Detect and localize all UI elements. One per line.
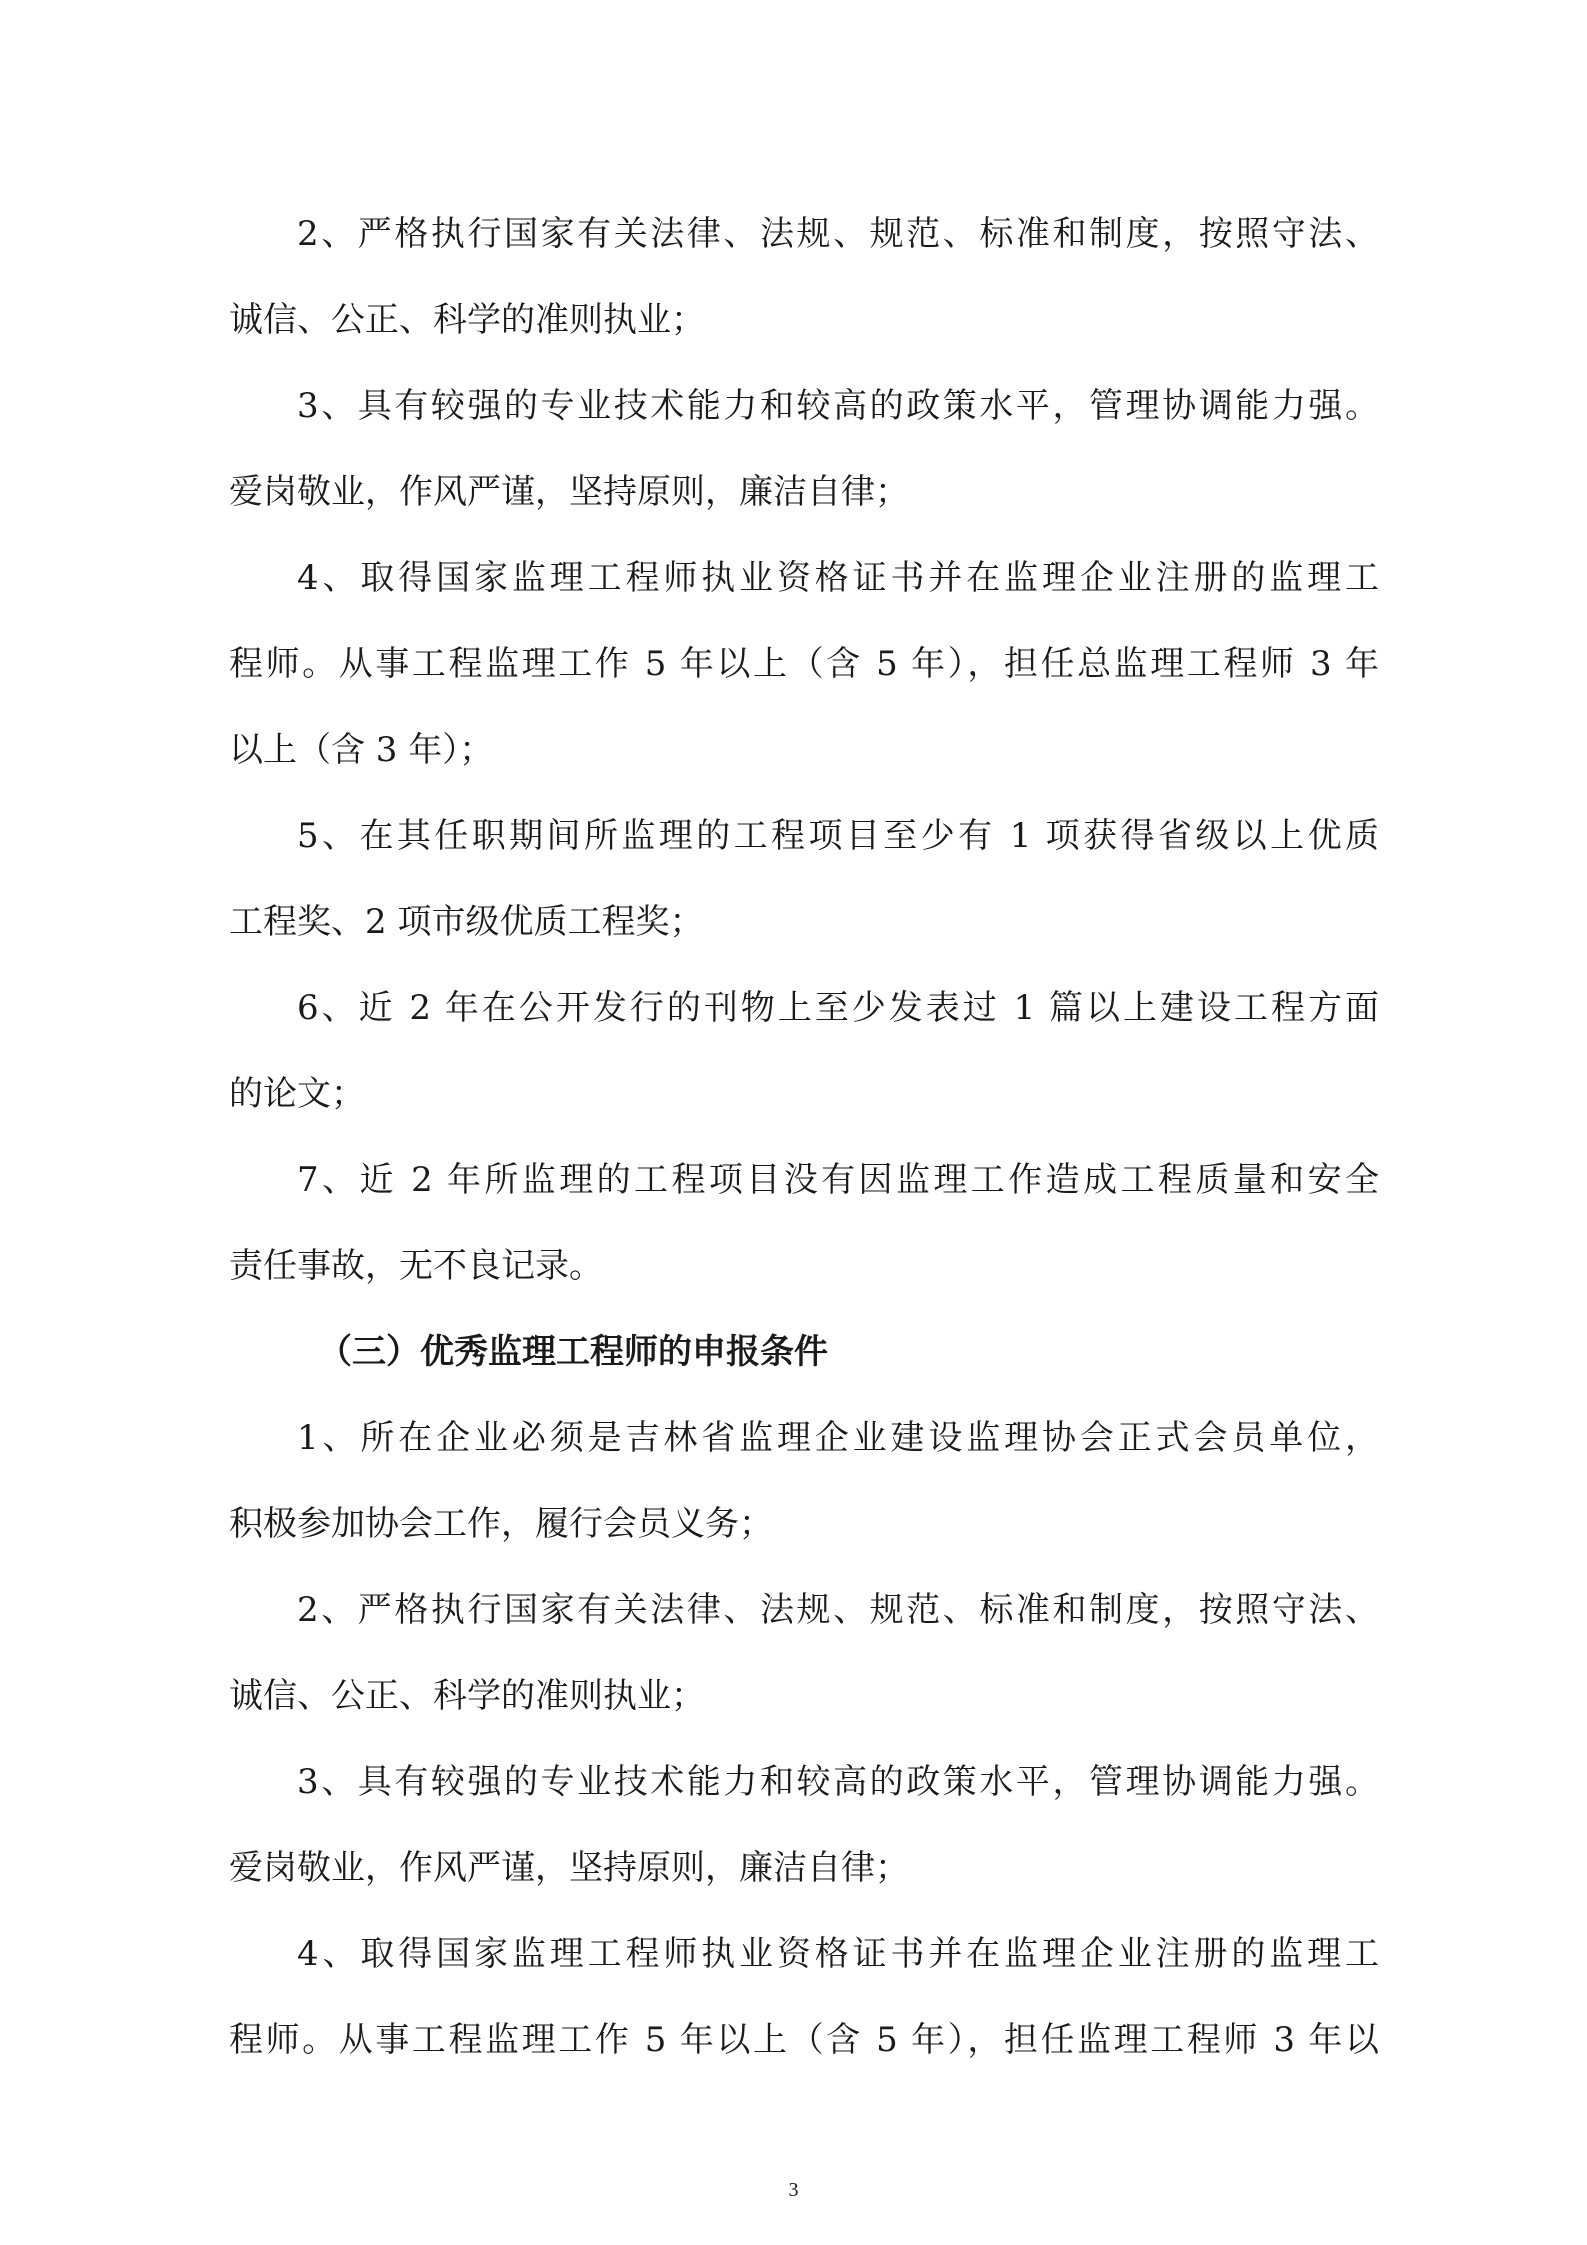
paragraph-line: 责任事故，无不良记录。	[229, 1246, 603, 1286]
paragraph-line: 诚信、公正、科学的准则执业；	[229, 1676, 705, 1716]
paragraph-line: 4、取得国家监理工程师执业资格证书并在监理企业注册的监理工	[297, 558, 1379, 598]
paragraph-line: 7、近 2 年所监理的工程项目没有因监理工作造成工程质量和安全	[297, 1160, 1379, 1200]
paragraph-line: 2、严格执行国家有关法律、法规、规范、标准和制度，按照守法、	[297, 214, 1379, 254]
paragraph-line: 3、具有较强的专业技术能力和较高的政策水平，管理协调能力强。	[297, 1762, 1379, 1802]
paragraph-line: 爱岗敬业，作风严谨，坚持原则，廉洁自律；	[229, 472, 909, 512]
paragraph-line: 4、取得国家监理工程师执业资格证书并在监理企业注册的监理工	[297, 1934, 1379, 1974]
paragraph-line: 5、在其任职期间所监理的工程项目至少有 1 项获得省级以上优质	[297, 816, 1379, 856]
paragraph-line: 积极参加协会工作，履行会员义务；	[229, 1504, 773, 1544]
paragraph-line: 爱岗敬业，作风严谨，坚持原则，廉洁自律；	[229, 1848, 909, 1888]
paragraph-line: 3、具有较强的专业技术能力和较高的政策水平，管理协调能力强。	[297, 386, 1379, 426]
section-heading: （三）优秀监理工程师的申报条件	[318, 1332, 828, 1372]
paragraph-line: 2、严格执行国家有关法律、法规、规范、标准和制度，按照守法、	[297, 1590, 1379, 1630]
paragraph-line: 程师。从事工程监理工作 5 年以上（含 5 年），担任监理工程师 3 年以	[229, 2020, 1379, 2060]
paragraph-line: 诚信、公正、科学的准则执业；	[229, 300, 705, 340]
paragraph-line: 6、近 2 年在公开发行的刊物上至少发表过 1 篇以上建设工程方面	[297, 988, 1379, 1028]
paragraph-line: 1、所在企业必须是吉林省监理企业建设监理协会正式会员单位，	[297, 1418, 1379, 1458]
paragraph-line: 程师。从事工程监理工作 5 年以上（含 5 年），担任总监理工程师 3 年	[229, 644, 1379, 684]
paragraph-line: 以上（含 3 年）；	[229, 730, 494, 770]
page-number: 3	[788, 2179, 799, 2201]
paragraph-line: 的论文；	[229, 1074, 365, 1114]
paragraph-line: 工程奖、2 项市级优质工程奖；	[229, 902, 704, 942]
